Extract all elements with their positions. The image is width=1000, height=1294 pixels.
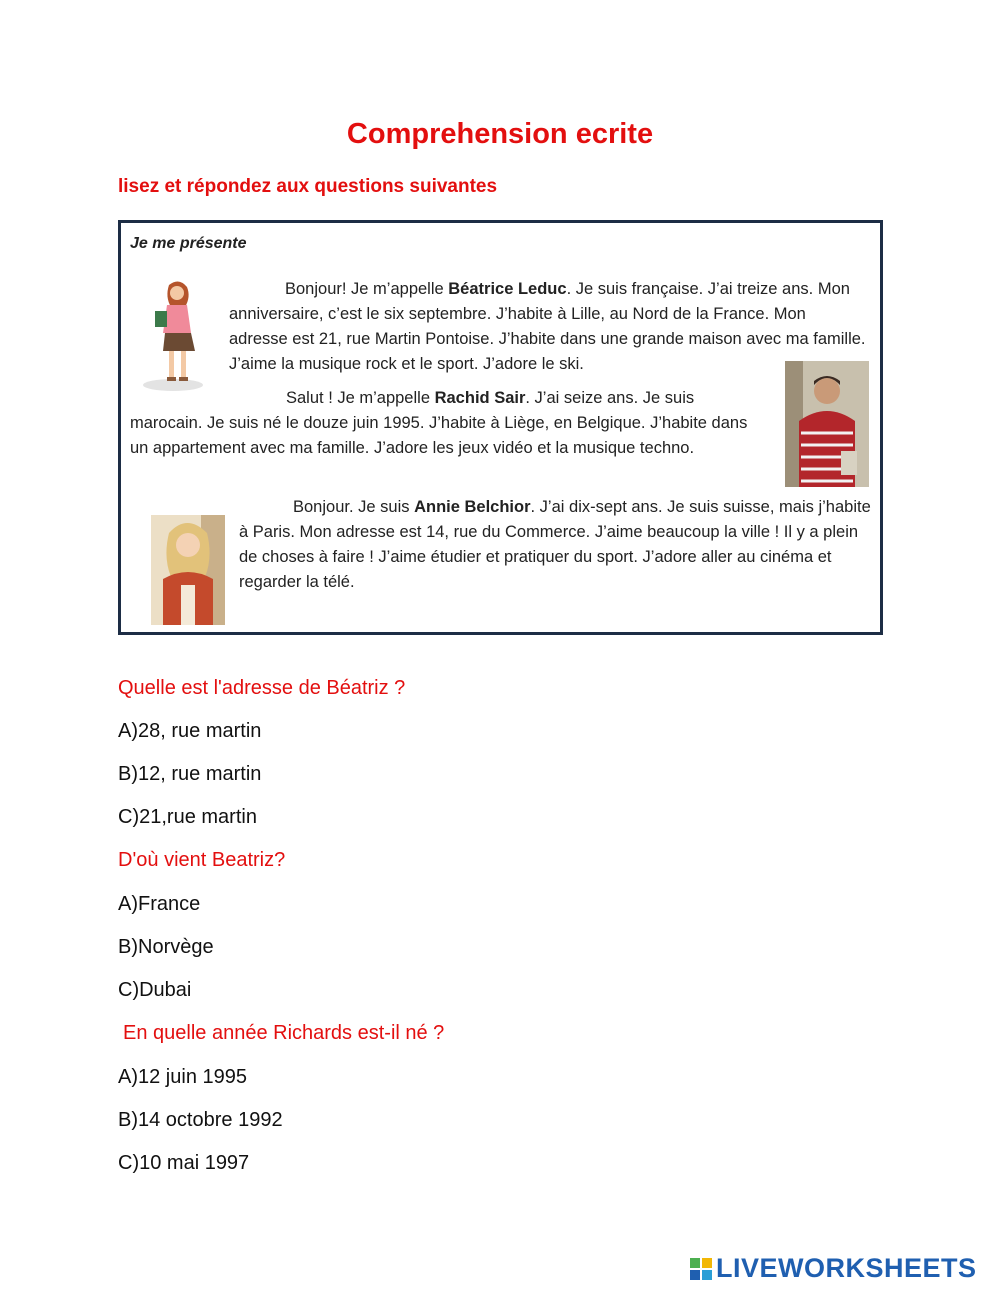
passage-heading: Je me présente [130, 235, 247, 252]
paragraph-rachid-body: . J’ai seize ans. Je suis marocain. Je suis né le douze juin 1995. J’habite à Liège, en Belgique. J’habite dans un appartement avec ma famille. J’adore les jeux vidéo et la musique techno. [130, 389, 748, 457]
liveworksheets-brand [690, 1253, 977, 1284]
rachid-photo [785, 361, 869, 487]
name-rachid: Rachid Sair [434, 389, 526, 407]
question-2-option-b[interactable]: B)Norvège [118, 936, 214, 958]
paragraph-beatrice-body: . Je suis française. J’ai treize ans. Mon anniversaire, c’est le six septembre. J’habite à Lille, au Nord de la France. Mon adresse est 21, rue Martin Pontoise. J’habite dans une grande maison avec ma famille. J’aime la musique rock et le sport. J’adore le ski. [229, 280, 866, 373]
question-1-option-c[interactable]: C)21,rue martin [118, 806, 257, 828]
paragraph-beatrice [229, 277, 869, 377]
question-3-option-c[interactable]: C)10 mai 1997 [118, 1152, 250, 1174]
worksheet-title: Comprehension ecrite [346, 118, 654, 150]
paragraph-annie [239, 495, 875, 595]
brand-name: LIVEWORKSHEETS [716, 1253, 977, 1283]
question-1: Quelle est l'adresse de Béatriz ? [118, 677, 406, 699]
instructions: lisez et répondez aux questions suivantes [118, 176, 498, 197]
paragraph-rachid-intro: Salut ! Je m’appelle [286, 389, 435, 407]
question-2-option-c[interactable]: C)Dubai [118, 979, 192, 1001]
question-1-option-a[interactable]: A)28, rue martin [118, 720, 262, 742]
question-3: En quelle année Richards est-il né ? [123, 1022, 445, 1044]
paragraph-beatrice-intro: Bonjour! Je m’appelle [285, 280, 449, 298]
question-2-option-a[interactable]: A)France [118, 893, 201, 915]
question-3-option-a[interactable]: A)12 juin 1995 [118, 1066, 247, 1088]
name-annie: Annie Belchior [414, 498, 531, 516]
liveworksheets-logo-icon [690, 1258, 712, 1280]
paragraph-annie-intro: Bonjour. Je suis [293, 498, 415, 516]
beatrice-illustration [141, 275, 205, 393]
question-1-option-b[interactable]: B)12, rue martin [118, 763, 262, 785]
annie-photo [151, 515, 225, 625]
paragraph-rachid [130, 386, 770, 461]
name-beatrice: Béatrice Leduc [448, 280, 567, 298]
question-3-option-b[interactable]: B)14 octobre 1992 [118, 1109, 283, 1131]
paragraph-annie-body: . J’ai dix-sept ans. Je suis suisse, mais j’habite à Paris. Mon adresse est 14, rue du Commerce. J’aime beaucoup la ville ! Il y a plein de choses à faire ! J’aime étudier et pratiquer du sport. J’adore aller au cinéma et regarder la télé. [239, 498, 871, 591]
question-2: D'où vient Beatriz? [118, 849, 286, 871]
reading-passage-box [118, 220, 883, 635]
